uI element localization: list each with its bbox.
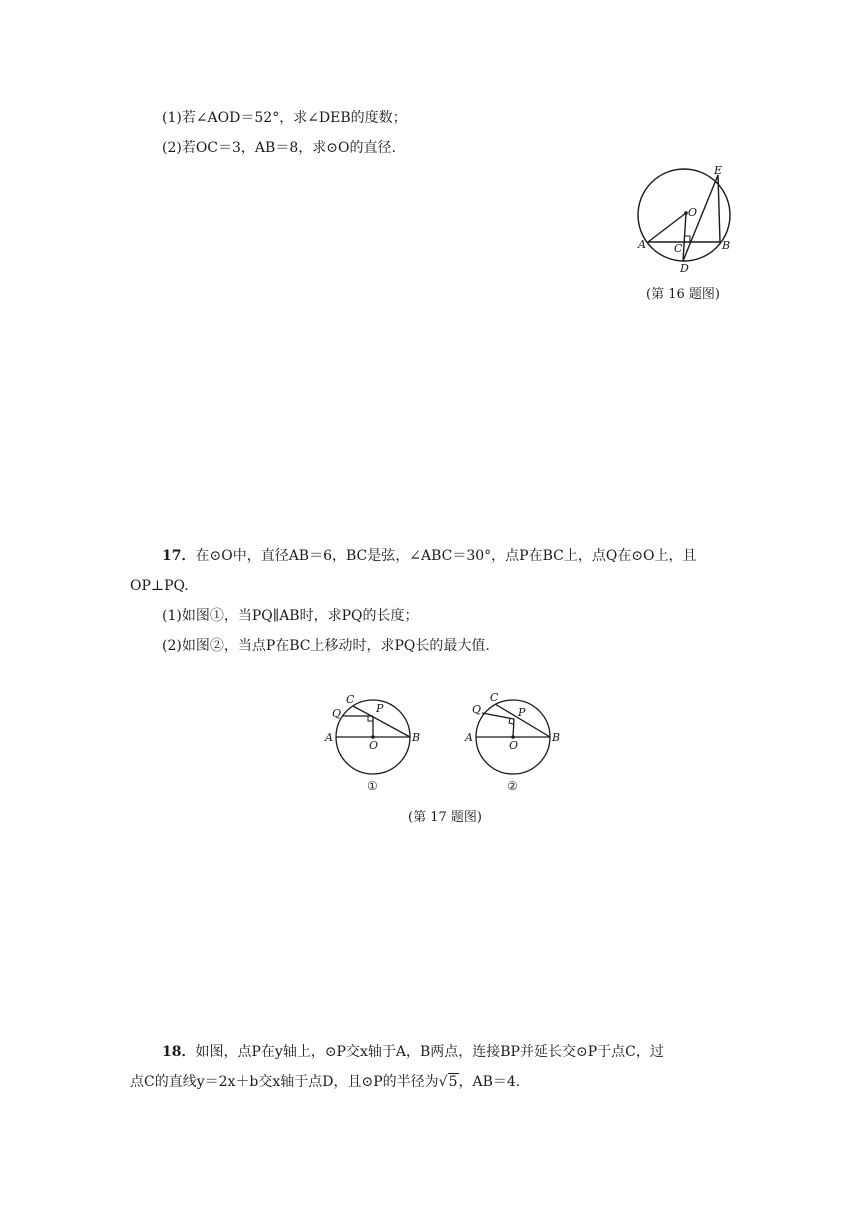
q18-number: 18．	[162, 1044, 196, 1060]
q16-part1: (1)若∠AOD＝52°，求∠DEB的度数；	[162, 110, 407, 126]
q17-fig1-label-q: Q	[332, 707, 342, 720]
q17-fig2-label-b: B	[552, 731, 561, 744]
q16-part2: (2)若OC＝3，AB＝8，求⊙O的直径.	[162, 140, 396, 156]
q16-figure-caption: (第 16 题图)	[646, 287, 720, 302]
q16-label-a: A	[638, 238, 646, 251]
q17-fig2-segment-op	[513, 719, 514, 737]
q18-stem-line2-before: 点C的直线y＝2x＋b交x轴于点D，且⊙P的半径为	[130, 1074, 439, 1090]
q17-fig2-label-o: O	[509, 739, 519, 752]
q16-label-o: O	[688, 206, 698, 219]
q17-fig2-label-p: P	[518, 706, 526, 719]
q17-fig1-label-o: O	[369, 739, 379, 752]
q16-figure	[630, 160, 740, 275]
q17-figure-2	[461, 690, 561, 795]
q16-label-e: E	[714, 164, 723, 177]
q18-stem-text: 如图，点P在y轴上，⊙P交x轴于A，B两点，连接BP并延长交⊙P于点C，过	[195, 1044, 664, 1060]
q17-stem-line1	[162, 546, 697, 566]
q18-sqrt-symbol: √	[438, 1074, 448, 1090]
q17-fig1-label-a: A	[325, 731, 333, 744]
q17-fig2-segment-qp	[482, 713, 514, 719]
q16-label-c: C	[674, 242, 683, 255]
q17-fig2-label-c: C	[490, 691, 499, 704]
q18-stem-line1	[162, 1042, 664, 1062]
q16-label-b: B	[722, 239, 731, 252]
q17-figure-1	[322, 690, 422, 795]
q16-segment-ao	[648, 213, 686, 242]
q17-fig1-label-c: C	[346, 693, 355, 706]
q17-number: 17．	[162, 548, 196, 564]
q16-right-angle-mark	[685, 236, 690, 242]
q18-sqrt-expression	[439, 1072, 459, 1092]
q16-label-d: D	[680, 262, 689, 275]
q17-figure-caption: (第 17 题图)	[408, 810, 482, 825]
q17-part2: (2)如图②，当点P在BC上移动时，求PQ长的最大值.	[162, 638, 490, 654]
q18-sqrt-radicand: 5	[448, 1074, 458, 1090]
q17-fig1-label-b: B	[412, 731, 421, 744]
q17-part1: (1)如图①，当PQ∥AB时，求PQ的长度；	[162, 608, 419, 624]
q17-stem-line2: OP⊥PQ.	[130, 578, 189, 594]
q17-fig1-marker: ①	[367, 779, 378, 793]
q18-stem-line2	[130, 1072, 520, 1092]
q17-fig2-label-q: Q	[472, 703, 482, 716]
q17-fig2-marker: ②	[507, 779, 518, 793]
q17-fig2-label-a: A	[465, 731, 473, 744]
q17-fig1-label-p: P	[376, 702, 384, 715]
q18-stem-line2-after: ，AB＝4.	[458, 1074, 521, 1090]
q17-stem-text: 在⊙O中，直径AB＝6，BC是弦，∠ABC＝30°，点P在BC上，点Q在⊙O上，且	[195, 548, 697, 564]
